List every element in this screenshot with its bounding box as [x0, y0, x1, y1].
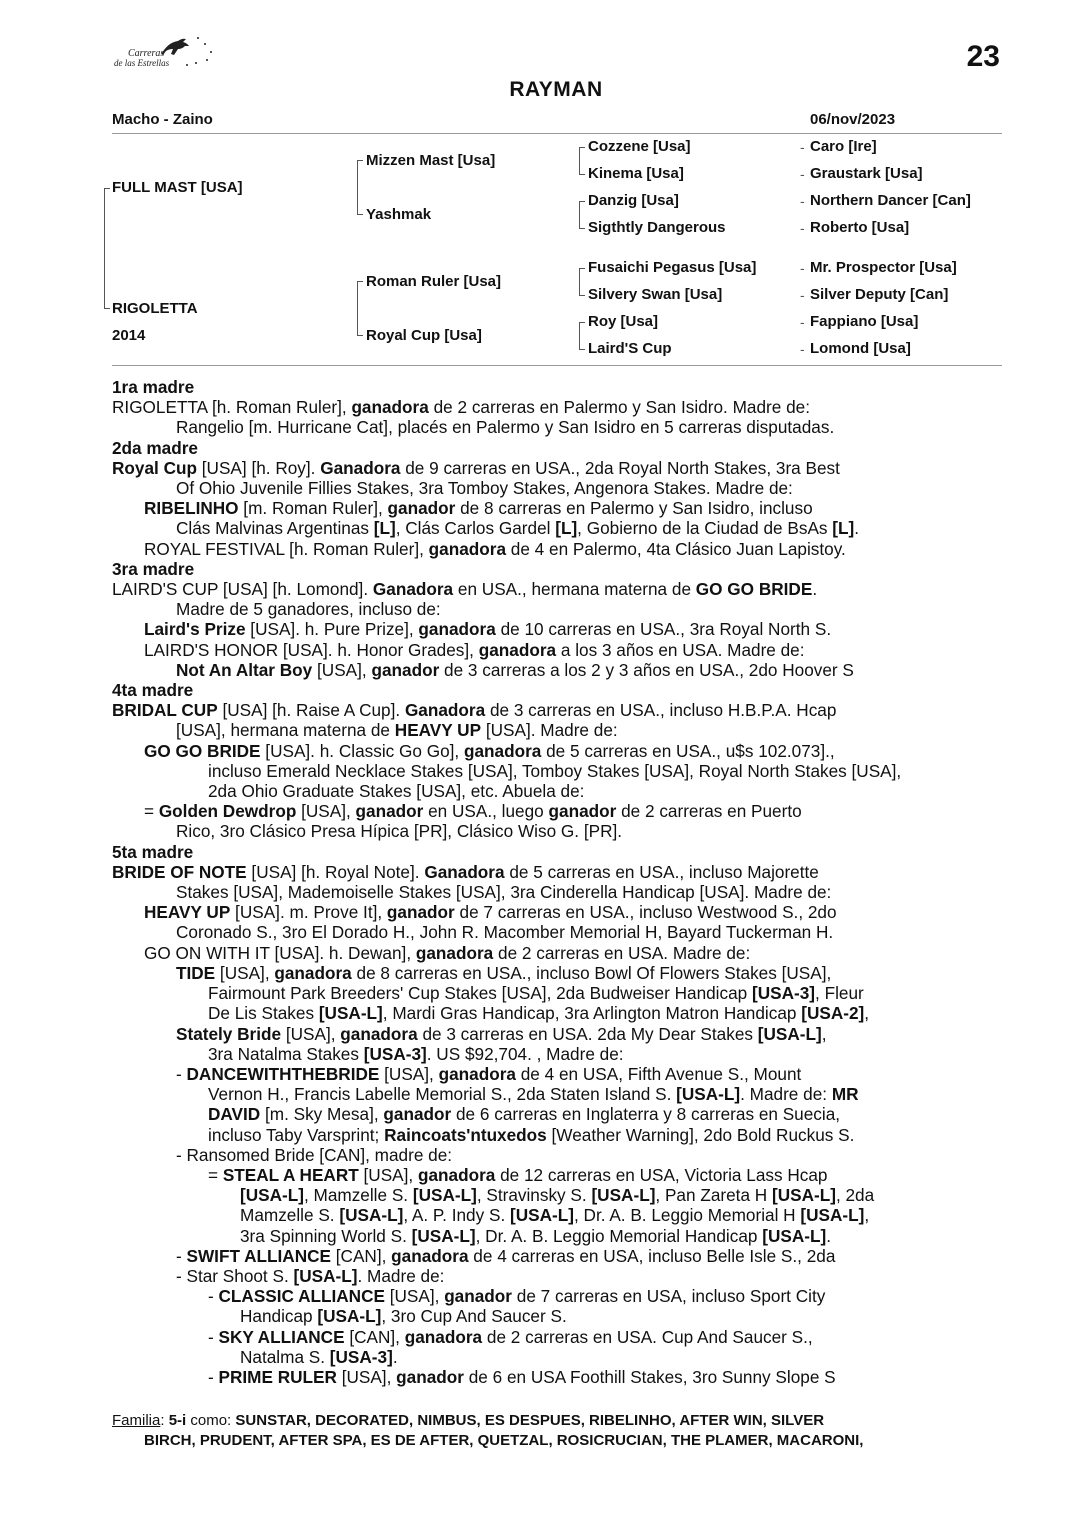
note-line: Handicap [USA-L], 3ro Cup And Saucer S.	[240, 1306, 567, 1327]
section-heading: 5ta madre	[112, 841, 194, 862]
note-line: - Star Shoot S. [USA-L]. Madre de:	[176, 1265, 445, 1286]
note-line: Royal Cup [USA] [h. Roy]. Ganadora de 9 carreras en USA., 2da Royal North Stakes, 3ra Best	[112, 457, 840, 478]
pedigree-dash: -	[800, 260, 805, 276]
note-line: = Golden Dewdrop [USA], ganador en USA., luego ganador de 2 carreras en Puerto	[144, 801, 802, 822]
pedigree-bracket	[579, 147, 585, 175]
note-line: - PRIME RULER [USA], ganador de 6 en USA Foothill Stakes, 3ro Sunny Slope S	[208, 1366, 836, 1387]
dam-line-notes	[112, 377, 1002, 1387]
note-line: 3ra Natalma Stakes [USA-3]. US $92,704. , Madre de:	[208, 1043, 624, 1064]
gen4-ancestor: Silver Deputy [Can]	[810, 286, 949, 303]
pedigree-bracket	[357, 281, 363, 336]
note-line: Rangelio [m. Hurricane Cat], placés en Palermo y San Isidro en 5 carreras disputadas.	[176, 417, 835, 438]
gen3-ancestor: Cozzene [Usa]	[588, 138, 691, 155]
horse-name: RAYMAN	[509, 78, 603, 101]
note-line: Madre de 5 ganadores, incluso de:	[176, 599, 441, 620]
gen3-ancestor: Roy [Usa]	[588, 313, 659, 330]
note-line: = STEAL A HEART [USA], ganadora de 12 carreras en USA, Victoria Lass Hcap	[208, 1164, 828, 1185]
pedigree-dash: -	[800, 193, 805, 209]
pedigree-bracket	[357, 212, 363, 215]
note-line: GO ON WITH IT [USA]. h. Dewan], ganadora de 2 carreras en USA. Madre de:	[144, 942, 751, 963]
report-date: 06/nov/2023	[810, 111, 896, 128]
note-line: Clás Malvinas Argentinas [L], Clás Carlos Gardel [L], Gobierno de la Ciudad de BsAs [L].	[176, 518, 860, 539]
family-number: 5-i	[168, 1412, 187, 1429]
note-line: Laird's Prize [USA]. h. Pure Prize], ganadora de 10 carreras en USA., 3ra Royal North S.	[144, 619, 832, 640]
logo-text-1: Carreras	[128, 48, 165, 59]
note-line: - SWIFT ALLIANCE [CAN], ganadora de 4 carreras en USA, incluso Belle Isle S., 2da	[176, 1245, 836, 1266]
note-line: RIBELINHO [m. Roman Ruler], ganador de 8 carreras en Palermo y San Isidro, incluso	[144, 498, 813, 519]
note-line: LAIRD'S CUP [USA] [h. Lomond]. Ganadora en USA., hermana materna de GO GO BRIDE.	[112, 579, 818, 600]
family-members-1: SUNSTAR, DECORATED, NIMBUS, ES DESPUES, RIBELINHO, AFTER WIN, SILVER	[235, 1412, 825, 1429]
pedigree-dash: -	[800, 314, 805, 330]
grandsire-paternal: Mizzen Mast [Usa]	[366, 152, 496, 169]
note-line: BRIDE OF NOTE [USA] [h. Royal Note]. Ganadora de 5 carreras en USA., incluso Majorette	[112, 861, 819, 882]
note-line: - Ransomed Bride [CAN], madre de:	[176, 1144, 453, 1165]
page-number: 23	[966, 40, 1000, 73]
note-line: [USA], hermana materna de HEAVY UP [USA]. Madre de:	[176, 720, 618, 741]
note-line: Stately Bride [USA], ganadora de 3 carreras en USA. 2da My Dear Stakes [USA-L],	[176, 1023, 827, 1044]
pedigree-dash: -	[800, 287, 805, 303]
gen4-ancestor: Graustark [Usa]	[810, 165, 923, 182]
note-line: TIDE [USA], ganadora de 8 carreras en USA., incluso Bowl Of Flowers Stakes [USA],	[176, 962, 832, 983]
granddam-paternal: Yashmak	[366, 206, 432, 223]
gen4-ancestor: Caro [Ire]	[810, 138, 877, 155]
note-line: Rico, 3ro Clásico Presa Hípica [PR], Clásico Wiso G. [PR].	[176, 821, 623, 842]
pedigree-bracket	[104, 188, 110, 309]
section-heading: 2da madre	[112, 437, 198, 458]
note-line: - DANCEWITHTHEBRIDE [USA], ganadora de 4 en USA, Fifth Avenue S., Mount	[176, 1063, 802, 1084]
note-line: Mamzelle S. [USA-L], A. P. Indy S. [USA-L], Dr. A. B. Leggio Memorial H [USA-L],	[240, 1205, 870, 1226]
note-line: Coronado S., 3ro El Dorado H., John R. Macomber Memorial H, Bayard Tuckerman H.	[176, 922, 834, 943]
note-line: 2da Ohio Graduate Stakes [USA], etc. Abuela de:	[208, 781, 585, 802]
note-line: Not An Altar Boy [USA], ganador de 3 carreras a los 2 y 3 años en USA., 2do Hoover S	[176, 659, 854, 680]
pedigree-bracket	[357, 160, 363, 215]
pedigree-bracket	[579, 268, 585, 296]
note-line: ROYAL FESTIVAL [h. Roman Ruler], ganadora de 4 en Palermo, 4ta Clásico Juan Lapistoy.	[144, 538, 846, 559]
note-line: HEAVY UP [USA]. m. Prove It], ganador de 7 carreras en USA., incluso Westwood S., 2do	[144, 902, 837, 923]
granddam-maternal: Royal Cup [Usa]	[366, 327, 482, 344]
note-line: DAVID [m. Sky Mesa], ganador de 6 carreras en Inglaterra y 8 carreras en Suecia,	[208, 1104, 841, 1125]
pedigree-rule	[112, 365, 1002, 366]
section-heading: 1ra madre	[112, 377, 195, 397]
pedigree-dash: -	[800, 166, 805, 182]
note-line: - SKY ALLIANCE [CAN], ganadora de 2 carreras en USA. Cup And Saucer S.,	[208, 1326, 813, 1347]
logo	[112, 30, 222, 72]
pedigree-dash: -	[800, 220, 805, 236]
gen4-ancestor: Northern Dancer [Can]	[810, 192, 971, 209]
dam: RIGOLETTA	[112, 300, 198, 317]
gen3-ancestor: Danzig [Usa]	[588, 192, 679, 209]
note-line: Fairmount Park Breeders' Cup Stakes [USA], 2da Budweiser Handicap [USA-3], Fleur	[208, 983, 864, 1004]
family-label: Familia	[112, 1412, 161, 1429]
horse-logo-icon	[112, 30, 222, 72]
note-line: De Lis Stakes [USA-L], Mardi Gras Handicap, 3ra Arlington Matron Handicap [USA-2],	[208, 1003, 870, 1024]
note-line: [USA-L], Mamzelle S. [USA-L], Stravinsky S. [USA-L], Pan Zareta H [USA-L], 2da	[240, 1185, 875, 1206]
gen3-ancestor: Silvery Swan [Usa]	[588, 286, 723, 303]
gen4-ancestor: Roberto [Usa]	[810, 219, 910, 236]
gen4-ancestor: Fappiano [Usa]	[810, 313, 919, 330]
gen4-ancestor: Mr. Prospector [Usa]	[810, 259, 957, 276]
note-line: RIGOLETTA [h. Roman Ruler], ganadora de 2 carreras en Palermo y San Isidro. Madre de:	[112, 397, 810, 418]
sire: FULL MAST [USA]	[112, 179, 243, 196]
pedigree-bracket	[357, 333, 363, 336]
pedigree-bracket	[579, 322, 585, 350]
dam-year: 2014	[112, 327, 146, 344]
gen3-ancestor: Fusaichi Pegasus [Usa]	[588, 259, 757, 276]
pedigree-bracket	[579, 201, 585, 229]
logo-text-2: de las Estrellas	[114, 58, 170, 68]
family-colon: :	[160, 1412, 165, 1429]
note-line: Natalma S. [USA-3].	[240, 1346, 398, 1367]
note-line: GO GO BRIDE [USA]. h. Classic Go Go], ganadora de 5 carreras en USA., u$s 102.073].,	[144, 740, 835, 761]
note-line: BRIDAL CUP [USA] [h. Raise A Cup]. Ganadora de 3 carreras en USA., incluso H.B.P.A. Hcap	[112, 700, 837, 721]
gen3-ancestor: Laird'S Cup	[588, 340, 672, 357]
note-line: Stakes [USA], Mademoiselle Stakes [USA], 3ra Cinderella Handicap [USA]. Madre de:	[176, 882, 832, 903]
gen3-ancestor: Sigthtly Dangerous	[588, 219, 726, 236]
family-footer	[112, 1411, 1002, 1451]
note-line: - CLASSIC ALLIANCE [USA], ganador de 7 carreras en USA, incluso Sport City	[208, 1286, 826, 1307]
grandsire-maternal: Roman Ruler [Usa]	[366, 273, 502, 290]
pedigree-dash: -	[800, 341, 805, 357]
section-heading: 3ra madre	[112, 558, 195, 579]
sex-coat: Macho - Zaino	[112, 111, 213, 128]
family-members-2: BIRCH, PRUDENT, AFTER SPA, ES DE AFTER, QUETZAL, ROSICRUCIAN, THE PLAMER, MACARONI,	[144, 1432, 864, 1449]
note-line: Of Ohio Juvenile Fillies Stakes, 3ra Tomboy Stakes, Angenora Stakes. Madre de:	[176, 478, 793, 499]
note-line: incluso Emerald Necklace Stakes [USA], Tomboy Stakes [USA], Royal North Stakes [USA],	[208, 760, 902, 781]
pedigree-dash: -	[800, 139, 805, 155]
note-line: incluso Taby Varsprint; Raincoats'ntuxedos [Weather Warning], 2do Bold Ruckus S.	[208, 1124, 855, 1145]
note-line: LAIRD'S HONOR [USA]. h. Honor Grades], ganadora a los 3 años en USA. Madre de:	[144, 639, 805, 660]
gen4-ancestor: Lomond [Usa]	[810, 340, 911, 357]
header-rule	[112, 133, 1002, 134]
section-heading: 4ta madre	[112, 680, 194, 701]
family-como: como:	[190, 1412, 232, 1429]
gen3-ancestor: Kinema [Usa]	[588, 165, 684, 182]
note-line: Vernon H., Francis Labelle Memorial S., 2da Staten Island S. [USA-L]. Madre de: MR	[208, 1084, 859, 1105]
note-line: 3ra Spinning World S. [USA-L], Dr. A. B. Leggio Memorial Handicap [USA-L].	[240, 1225, 831, 1246]
